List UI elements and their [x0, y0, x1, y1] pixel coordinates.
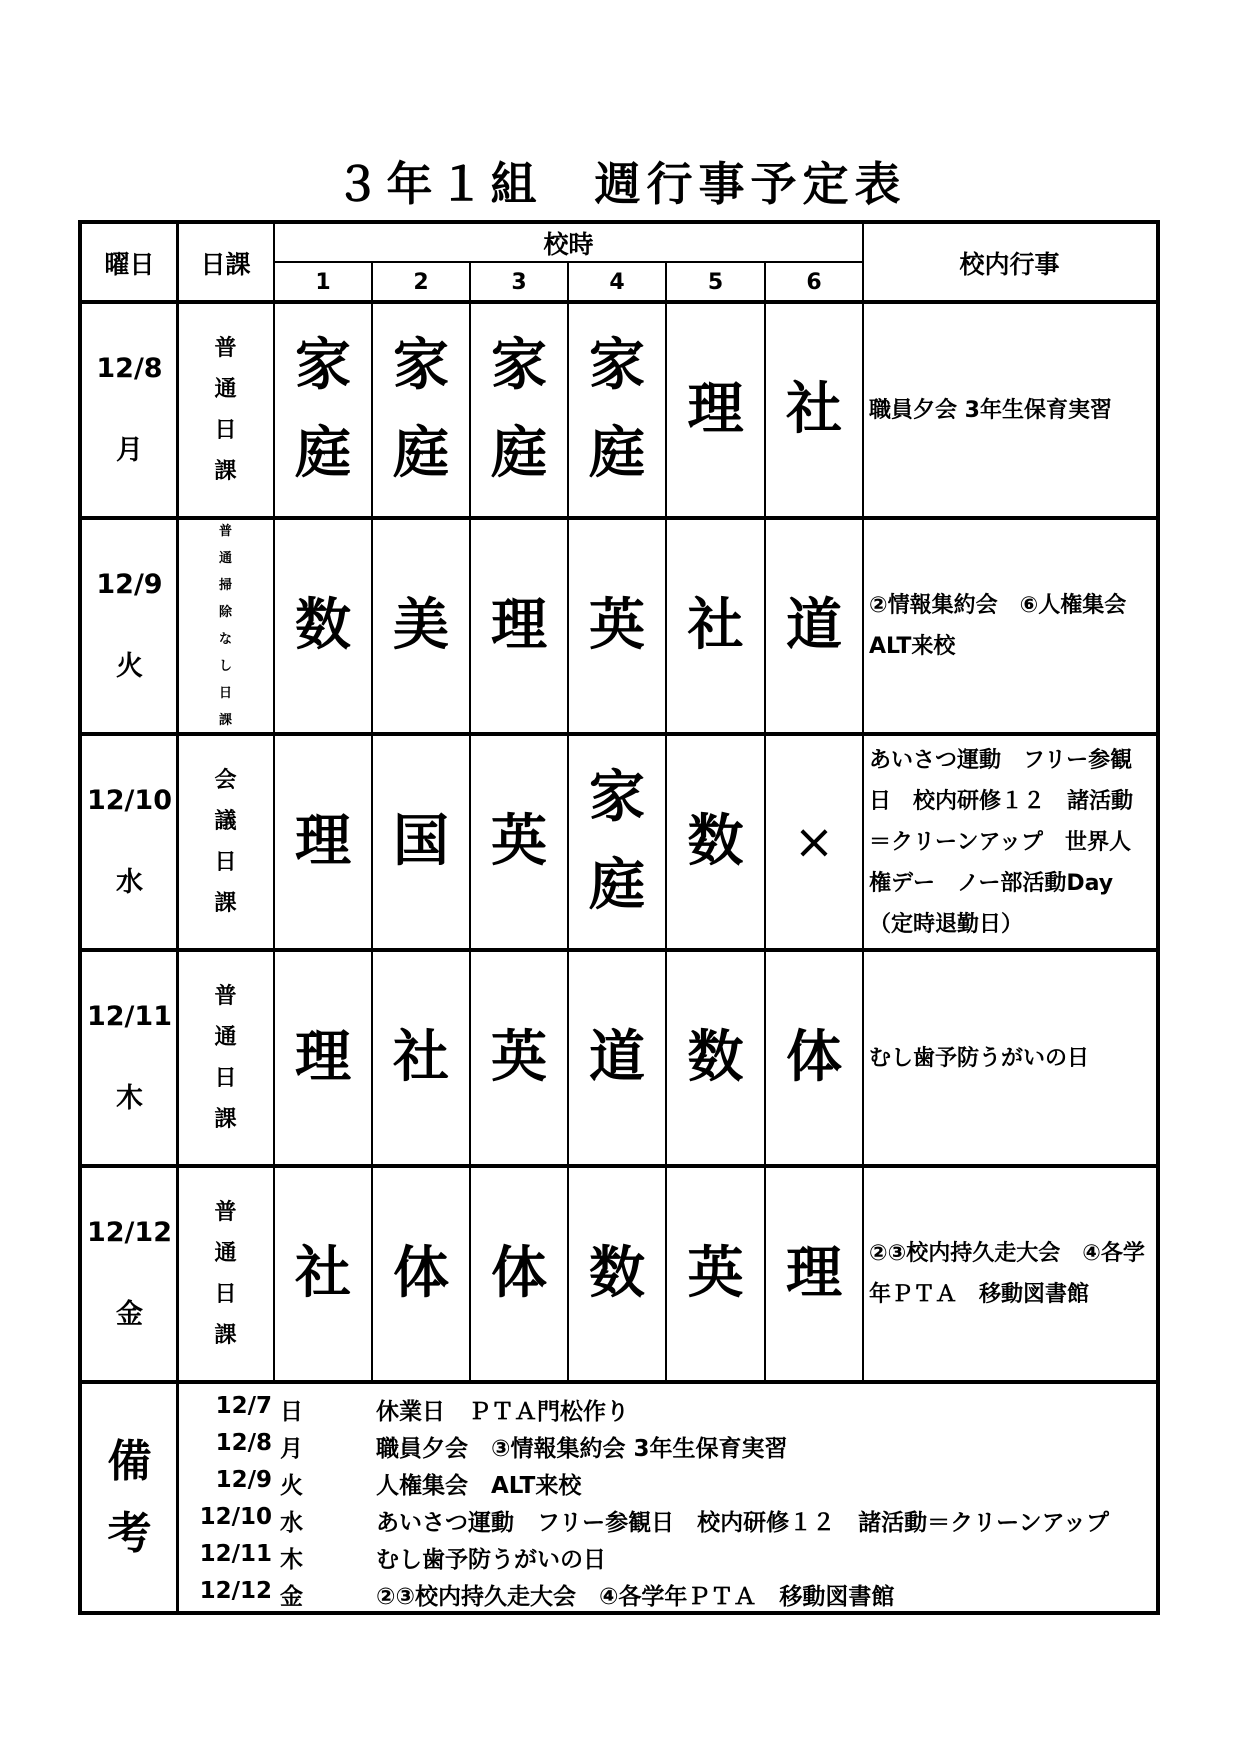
subject-char: 国: [393, 809, 449, 874]
subject-cell: [568, 1166, 666, 1382]
subject-cell: [372, 950, 470, 1166]
subject-cell: [470, 1166, 568, 1382]
subject-char: 数: [687, 1025, 744, 1090]
subject-cell: [274, 302, 372, 518]
subject-cell: [666, 302, 765, 518]
subject-cell: [765, 734, 863, 950]
subject-char: 体: [393, 1241, 449, 1306]
subject-char: 理: [786, 1241, 842, 1306]
subject-char: 社: [687, 593, 744, 658]
subject-cell: [372, 518, 470, 734]
remarks-row: [174, 1467, 1174, 1501]
subject-char: 社: [786, 377, 842, 442]
remarks-row: [174, 1430, 1174, 1464]
subject-char: 家: [295, 333, 351, 398]
schedule-char: 掃: [218, 578, 232, 593]
remarks-text: 職員夕会 ③情報集約会 3年生保育実習: [376, 1436, 788, 1462]
subject-cell: [274, 1166, 372, 1382]
subject-cell: [372, 302, 470, 518]
day-weekday: 月: [116, 435, 143, 466]
schedule-char: 普: [214, 336, 237, 361]
subject-cell: [666, 734, 765, 950]
schedule-char: な: [218, 632, 232, 647]
subject-cell: [568, 950, 666, 1166]
subject-cell: [470, 950, 568, 1166]
subject-char: 数: [589, 1241, 645, 1306]
remarks-text: あいさつ運動 フリー参観日 校内研修１２ 諸活動＝クリーンアップ: [376, 1510, 1110, 1536]
subject-char: 家: [393, 333, 449, 398]
schedule-char: 通: [214, 1025, 237, 1050]
subject-cell: [666, 1166, 765, 1382]
remarks-date: 12/10: [199, 1504, 272, 1530]
day-cell: [82, 734, 177, 950]
subject-char: 道: [589, 1025, 645, 1090]
schedule-char: 日: [218, 686, 232, 701]
day-date: 12/11: [86, 1001, 172, 1032]
remarks-label: [82, 1384, 177, 1611]
school-event: 職員夕会 3年生保育実習: [869, 397, 1112, 423]
schedule-char: 議: [214, 809, 237, 834]
remarks-weekday: 木: [280, 1547, 303, 1573]
schedule-char: 普: [218, 524, 232, 539]
subject-cell: [470, 302, 568, 518]
subject-cell: [666, 950, 765, 1166]
subject-cell: [765, 518, 863, 734]
remarks-date: 12/12: [199, 1578, 272, 1604]
remarks-row: [174, 1393, 1174, 1427]
subject-cell: [470, 734, 568, 950]
subject-char: ×: [793, 814, 835, 870]
schedule-char: 通: [218, 551, 232, 566]
schedule-char: 通: [214, 377, 237, 402]
header-schedule: 日課: [200, 250, 251, 279]
schedule-type: [177, 1166, 274, 1382]
subject-char: 庭: [491, 421, 547, 486]
schedule-type: [177, 734, 274, 950]
subject-char: 家: [491, 333, 547, 398]
remarks-row: [174, 1541, 1174, 1575]
remarks-text: 休業日 ＰＴＡ門松作り: [376, 1399, 629, 1425]
schedule-char: 除: [218, 605, 232, 620]
remarks-label-char: 考: [107, 1507, 152, 1559]
schedule-type: [177, 302, 274, 518]
schedule-type: [177, 950, 274, 1166]
remarks-weekday: 火: [280, 1473, 303, 1499]
schedule-char: 普: [214, 984, 237, 1009]
subject-char: 体: [786, 1025, 842, 1090]
day-weekday: 金: [116, 1299, 143, 1330]
day-date: 12/10: [86, 785, 172, 816]
subject-cell: [568, 302, 666, 518]
schedule-char: 日: [214, 850, 237, 875]
schedule-char: 普: [214, 1200, 237, 1225]
subject-char: 庭: [589, 853, 645, 918]
schedule-char: 日: [214, 1066, 237, 1091]
schedule-char: し: [218, 659, 232, 674]
subject-char: 理: [687, 377, 744, 442]
schedule-char: 通: [214, 1241, 237, 1266]
subject-cell: [765, 1166, 863, 1382]
remarks-weekday: 日: [280, 1399, 303, 1425]
schedule-char: 日: [214, 1282, 237, 1307]
subject-char: 英: [687, 1241, 744, 1306]
subject-char: 体: [491, 1241, 547, 1306]
day-cell: [82, 302, 177, 518]
subject-cell: [372, 1166, 470, 1382]
subject-cell: [372, 734, 470, 950]
day-weekday: 木: [116, 1083, 143, 1114]
subject-cell: [274, 518, 372, 734]
subject-cell: [765, 950, 863, 1166]
remarks-date: 12/9: [215, 1467, 272, 1493]
remarks-date: 12/8: [215, 1430, 272, 1456]
subject-char: 英: [589, 593, 645, 658]
remarks-row: [174, 1578, 1174, 1612]
schedule-char: 課: [214, 891, 237, 916]
day-date: 12/8: [96, 353, 163, 384]
day-weekday: 火: [116, 651, 143, 682]
subject-char: 庭: [393, 421, 449, 486]
subject-char: 英: [491, 1025, 547, 1090]
period-number: 6: [806, 269, 822, 295]
subject-char: 理: [295, 1025, 351, 1090]
period-number: 5: [707, 269, 724, 295]
subject-char: 家: [589, 333, 645, 398]
remarks-row: [174, 1504, 1174, 1538]
schedule-char: 課: [214, 1107, 237, 1132]
schedule-char: 課: [214, 1323, 237, 1348]
day-cell: [82, 950, 177, 1166]
remarks-weekday: 金: [280, 1584, 303, 1610]
header-events: 校内行事: [959, 250, 1060, 279]
period-number: 1: [315, 269, 331, 295]
subject-char: 社: [295, 1241, 351, 1306]
day-cell: [82, 518, 177, 734]
header-day: 曜日: [104, 250, 155, 279]
school-event: ②情報集約会 ⑥人権集会 ALT来校: [869, 593, 1149, 659]
subject-cell: [274, 950, 372, 1166]
period-number: 3: [511, 269, 527, 295]
subject-char: 家: [589, 765, 645, 830]
schedule-char: 課: [218, 713, 232, 728]
remarks-text: むし歯予防うがいの日: [376, 1547, 606, 1573]
period-number: 4: [609, 269, 625, 295]
schedule-char: 会: [214, 768, 237, 793]
subject-cell: [765, 302, 863, 518]
subject-char: 理: [491, 593, 547, 658]
day-date: 12/9: [96, 569, 163, 600]
school-event: むし歯予防うがいの日: [869, 1045, 1090, 1071]
subject-cell: [568, 734, 666, 950]
subject-cell: [470, 518, 568, 734]
schedule-char: 日: [214, 418, 237, 443]
day-cell: [82, 1166, 177, 1382]
header-period: 校時: [543, 230, 594, 259]
remarks-date: 12/7: [215, 1393, 272, 1419]
day-weekday: 水: [116, 867, 143, 898]
remarks-text: ②③校内持久走大会 ④各学年ＰＴＡ 移動図書館: [376, 1584, 895, 1610]
subject-char: 庭: [295, 421, 351, 486]
subject-char: 道: [786, 593, 842, 658]
subject-char: 社: [393, 1025, 449, 1090]
remarks-label-char: 備: [107, 1435, 152, 1487]
subject-char: 庭: [589, 421, 645, 486]
subject-char: 理: [295, 809, 351, 874]
subject-char: 数: [687, 809, 744, 874]
school-event: ②③校内持久走大会 ④各学年ＰＴＡ 移動図書館: [869, 1241, 1145, 1307]
remarks-weekday: 月: [280, 1436, 303, 1462]
remarks-text: 人権集会 ALT来校: [376, 1473, 582, 1499]
subject-cell: [568, 518, 666, 734]
period-number: 2: [413, 269, 429, 295]
subject-char: 数: [295, 593, 351, 658]
remarks-weekday: 水: [280, 1510, 303, 1536]
schedule-type: [177, 518, 274, 734]
subject-char: 英: [491, 809, 547, 874]
page-title: ３年１組 週行事予定表: [334, 157, 907, 211]
day-date: 12/12: [86, 1217, 172, 1248]
subject-char: 美: [393, 593, 449, 658]
school-event: あいさつ運動 フリー参観日 校内研修１２ 諸活動＝クリーンアップ 世界人権デー ノー部活動Day（定時退勤日）: [869, 747, 1134, 937]
remarks-date: 12/11: [199, 1541, 272, 1567]
schedule-char: 課: [214, 459, 237, 484]
subject-cell: [274, 734, 372, 950]
subject-cell: [666, 518, 765, 734]
